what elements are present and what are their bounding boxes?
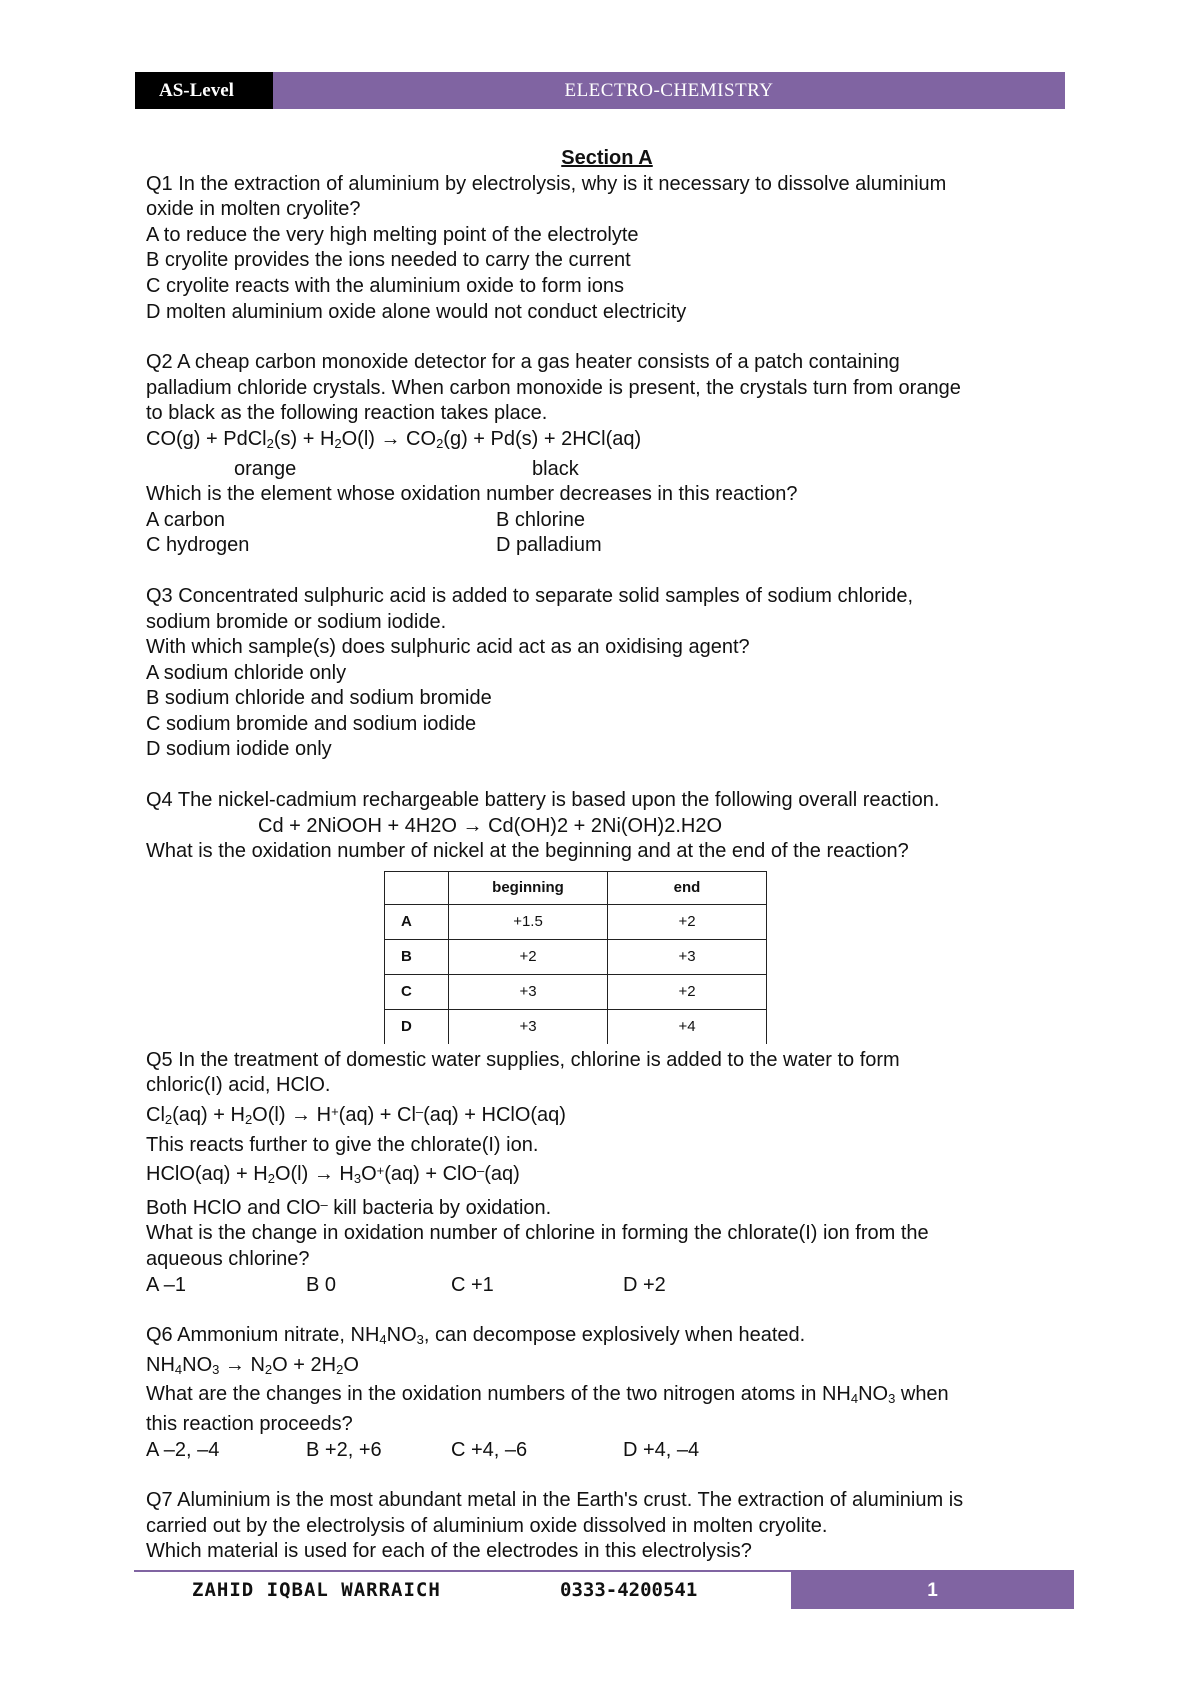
question-text: oxide in molten cryolite? xyxy=(146,198,361,221)
answer-options-row xyxy=(146,1273,1076,1299)
section-title: Section A xyxy=(561,147,653,169)
answer-option: B 0 xyxy=(306,1273,337,1296)
question-6 xyxy=(146,1323,1076,1463)
question-prompt: aqueous chlorine? xyxy=(146,1248,310,1270)
table-row: D +3 +4 xyxy=(385,1009,767,1044)
answer-option: C cryolite reacts with the aluminium oxide to form ions xyxy=(146,274,624,297)
question-text: Q7 Aluminium is the most abundant metal in the Earth's crust. The extraction of aluminium is xyxy=(146,1489,964,1512)
table-header: beginning xyxy=(449,871,608,904)
question-text: Q6 Ammonium nitrate, $NH_4NO_3$, can decompose explosively when heated. xyxy=(146,1324,806,1348)
question-text: to black as the following reaction takes place. xyxy=(146,402,548,425)
answer-option: B +2, +6 xyxy=(306,1438,382,1461)
table-row: B +2 +3 xyxy=(385,939,767,974)
question-4 xyxy=(146,788,1076,1044)
table-row: C +3 +2 xyxy=(385,974,767,1009)
header-title: ELECTRO-CHEMISTRY xyxy=(273,72,1065,109)
question-text: chloric(I) acid, HClO. xyxy=(146,1074,331,1097)
question-text: sodium bromide or sodium iodide. xyxy=(146,610,447,633)
color-label-black: black xyxy=(532,457,579,480)
color-labels xyxy=(146,457,1076,483)
footer-phone: 0333-4200541 xyxy=(560,1579,698,1601)
reaction-equation: HClO(aq) + $H_2O(l) \to H_3O^+(aq) + ClO^-(aq)$ xyxy=(146,1163,520,1187)
question-text: Q2 A cheap carbon monoxide detector for a gas heater consists of a patch containing xyxy=(146,351,900,374)
reaction-equation: $Cl_2(aq) + H_2O(l) \to H^+(aq) + Cl^-(aq)$ + HClO(aq) xyxy=(146,1104,566,1128)
question-text: Q3 Concentrated sulphuric acid is added to separate solid samples of sodium chloride, xyxy=(146,584,914,607)
answer-option: C sodium bromide and sodium iodide xyxy=(146,712,477,735)
header-level-badge: AS-Level xyxy=(135,72,273,109)
color-label-orange: orange xyxy=(234,457,297,480)
question-prompt: What are the changes in the oxidation numbers of the two nitrogen atoms in $NH_4NO_3$ when xyxy=(146,1383,949,1407)
question-text: This reacts further to give the chlorate(I) ion. xyxy=(146,1133,539,1156)
answer-option: A –2, –4 xyxy=(146,1438,220,1461)
table-header: end xyxy=(608,871,767,904)
answer-option: D +4, –4 xyxy=(623,1438,700,1461)
question-prompt: What is the change in oxidation number of chlorine in forming the chlorate(I) ion from the xyxy=(146,1222,929,1245)
question-text: Both HClO and ClO– kill bacteria by oxidation. xyxy=(146,1196,552,1219)
answer-option: B sodium chloride and sodium bromide xyxy=(146,687,492,710)
question-2 xyxy=(146,350,1076,559)
reaction-equation: CO(g) + PdCl$_2$(s) + $H_2O(l) \to CO_2(g) + Pd(s) + 2HCl(aq)$ xyxy=(146,427,642,451)
question-prompt: With which sample(s) does sulphuric acid act as an oxidising agent? xyxy=(146,636,750,659)
reaction-equation: $NH_4NO_3 \to N_2O + 2H_2O$ xyxy=(146,1353,359,1377)
question-text: carried out by the electrolysis of aluminium oxide dissolved in molten cryolite. xyxy=(146,1514,828,1537)
question-text: Q4 The nickel-cadmium rechargeable battery is based upon the following overall reaction. xyxy=(146,789,940,812)
answer-option: B cryolite provides the ions needed to carry the current xyxy=(146,249,631,272)
footer-author: ZAHID IQBAL WARRAICH xyxy=(192,1579,441,1601)
answer-option: A to reduce the very high melting point of the electrolyte xyxy=(146,223,639,246)
question-prompt: What is the oxidation number of nickel at the beginning and at the end of the reaction? xyxy=(146,840,909,863)
question-prompt: Which material is used for each of the electrodes in this electrolysis? xyxy=(146,1540,752,1563)
answer-option: D sodium iodide only xyxy=(146,738,332,761)
question-text: palladium chloride crystals. When carbon monoxide is present, the crystals turn from orange xyxy=(146,376,961,399)
question-prompt: this reaction proceeds? xyxy=(146,1412,353,1435)
oxidation-table xyxy=(384,871,767,1044)
question-7 xyxy=(146,1488,1076,1565)
answer-option: B chlorine xyxy=(496,508,585,531)
answer-option: D molten aluminium oxide alone would not conduct electricity xyxy=(146,300,687,323)
answer-option: A sodium chloride only xyxy=(146,661,347,684)
question-prompt: Which is the element whose oxidation number decreases in this reaction? xyxy=(146,483,798,506)
answer-option: D +2 xyxy=(623,1273,666,1296)
answer-option: C +4, –6 xyxy=(451,1438,528,1461)
question-text: Q5 In the treatment of domestic water supplies, chlorine is added to the water to form xyxy=(146,1048,900,1071)
answer-option: C hydrogen xyxy=(146,534,250,557)
page-number: 1 xyxy=(791,1572,1074,1609)
question-3 xyxy=(146,584,1076,763)
question-5 xyxy=(146,1048,1076,1298)
table-row: A +1.5 +2 xyxy=(385,904,767,939)
page-content xyxy=(146,146,1076,1565)
answer-option: A –1 xyxy=(146,1273,187,1296)
reaction-equation: Cd + 2NiOOH + 4H2O → Cd(OH)2 + 2Ni(OH)2.H2O xyxy=(258,814,723,837)
answer-options-row xyxy=(146,1438,1076,1464)
answer-option: A carbon xyxy=(146,508,225,531)
table-header xyxy=(385,871,449,904)
question-text: Q1 In the extraction of aluminium by electrolysis, why is it necessary to dissolve aluminium xyxy=(146,172,947,195)
question-1 xyxy=(146,172,1076,326)
answer-option: D palladium xyxy=(496,534,602,557)
answer-option: C +1 xyxy=(451,1273,494,1296)
